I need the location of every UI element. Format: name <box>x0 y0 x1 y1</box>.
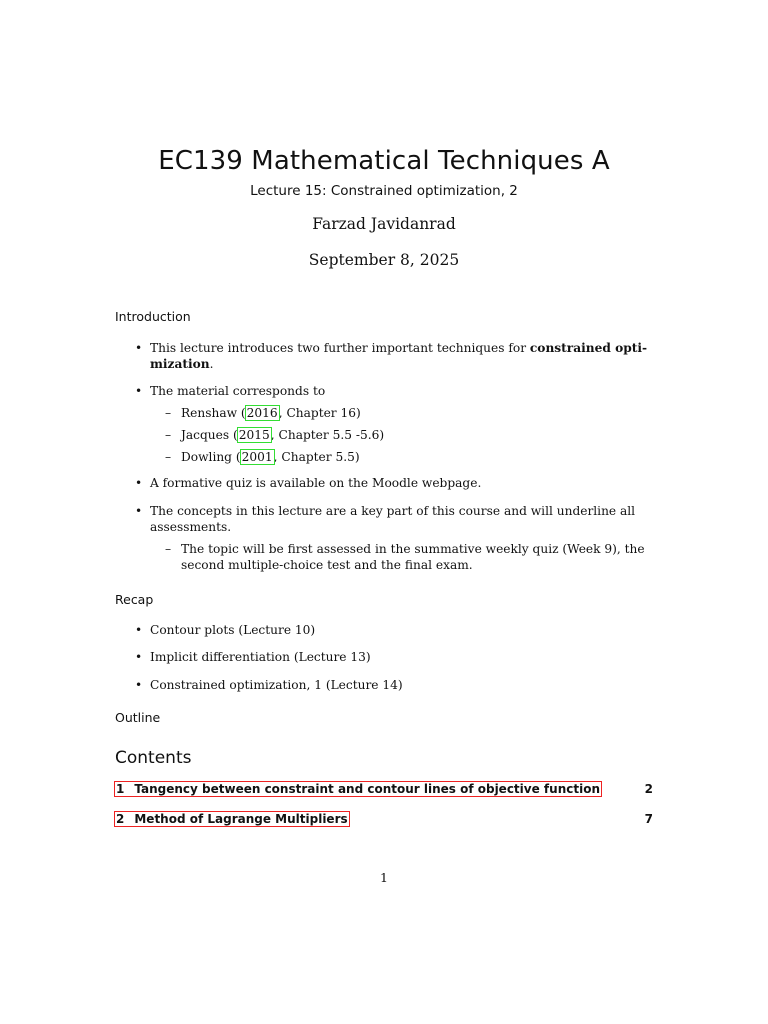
list-item <box>165 541 655 573</box>
list-item <box>136 340 656 372</box>
toc-number: 1 <box>116 782 125 796</box>
intro-bullet-1-bold-b: mization <box>150 357 210 371</box>
list-item <box>165 449 655 465</box>
ref-author: Renshaw ( <box>181 406 246 420</box>
intro-sub-line1: The topic will be first assessed in the summative weekly quiz (Week 9), the <box>181 542 645 556</box>
intro-bullet-1-text: This lecture introduces two further important techniques for <box>150 341 530 355</box>
toc-page-number[interactable]: 7 <box>644 812 653 826</box>
bullet-icon: • <box>135 476 143 490</box>
list-item <box>136 622 656 638</box>
dash-icon: – <box>165 542 172 556</box>
ref-author: Jacques ( <box>181 428 238 442</box>
dash-icon: – <box>165 406 172 420</box>
bullet-icon: • <box>135 623 143 637</box>
list-item <box>165 405 655 421</box>
toc-title: Tangency between constraint and contour lines of objective function <box>134 782 600 796</box>
toc-entry <box>115 812 653 828</box>
ref-detail: , Chapter 16) <box>278 406 361 420</box>
recap-item: Constrained optimization, 1 (Lecture 14) <box>150 678 403 692</box>
section-recap-heading: Recap <box>115 592 154 607</box>
intro-bullet-4-line2: assessments. <box>150 520 232 534</box>
recap-item: Implicit differentiation (Lecture 13) <box>150 650 371 664</box>
toc-title: Method of Lagrange Multipliers <box>134 812 348 826</box>
list-item <box>136 503 656 535</box>
bullet-icon: • <box>135 384 143 398</box>
contents-heading: Contents <box>115 748 192 768</box>
lecture-subtitle: Lecture 15: Constrained optimization, 2 <box>250 183 518 199</box>
toc-link-section-2[interactable] <box>115 812 349 826</box>
toc-entry <box>115 782 653 798</box>
ref-detail: , Chapter 5.5 -5.6) <box>270 428 385 442</box>
list-item <box>165 427 655 443</box>
dash-icon: – <box>165 450 172 464</box>
ref-detail: , Chapter 5.5) <box>273 450 360 464</box>
list-item <box>136 649 656 665</box>
intro-bullet-4-line1: The concepts in this lecture are a key part of this course and will underline all <box>150 504 636 518</box>
intro-bullet-2-text: The material corresponds to <box>150 384 326 398</box>
toc-number: 2 <box>116 812 125 826</box>
citation-link[interactable]: 2015 <box>238 428 270 442</box>
list-item <box>136 383 656 399</box>
bullet-icon: • <box>135 341 143 355</box>
section-introduction-heading: Introduction <box>115 309 191 324</box>
list-item <box>136 475 656 491</box>
author-name: Farzad Javidanrad <box>312 215 456 233</box>
dash-icon: – <box>165 428 172 442</box>
intro-bullet-1-end: . <box>209 357 214 371</box>
bullet-icon: • <box>135 650 143 664</box>
page-number: 1 <box>380 870 388 885</box>
intro-sub-line2: second multiple-choice test and the final exam. <box>181 558 473 572</box>
document-title: EC139 Mathematical Techniques A <box>158 146 610 176</box>
intro-bullet-1-bold-a: constrained opti- <box>529 341 648 355</box>
toc-link-section-1[interactable] <box>115 782 601 796</box>
bullet-icon: • <box>135 678 143 692</box>
toc-page-number[interactable]: 2 <box>644 782 653 796</box>
document-date: September 8, 2025 <box>308 251 460 269</box>
citation-link[interactable]: 2016 <box>246 406 278 420</box>
list-item <box>136 677 656 693</box>
intro-bullet-3-text: A formative quiz is available on the Moodle webpage. <box>150 476 482 490</box>
recap-item: Contour plots (Lecture 10) <box>150 623 316 637</box>
citation-link[interactable]: 2001 <box>241 450 273 464</box>
ref-author: Dowling ( <box>181 450 241 464</box>
bullet-icon: • <box>135 504 143 518</box>
section-outline-heading: Outline <box>115 710 161 725</box>
